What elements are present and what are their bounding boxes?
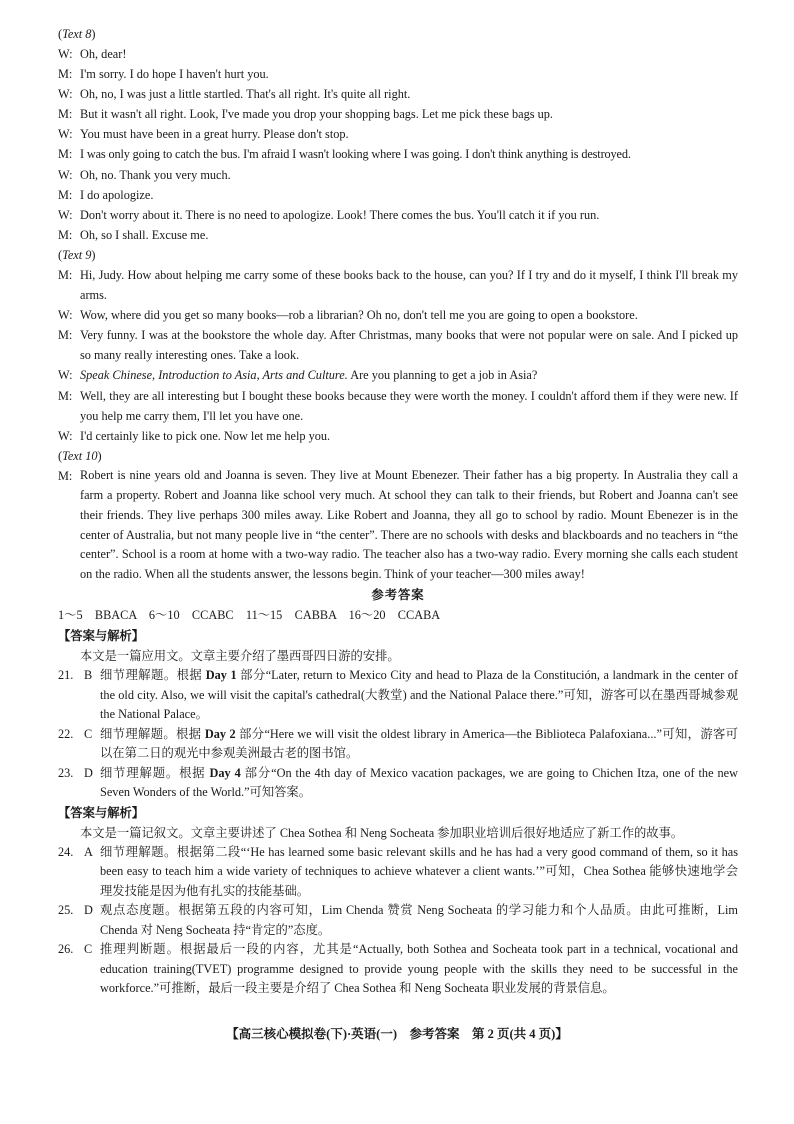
- section1-title: 【答案与解析】: [58, 629, 145, 644]
- dialogue-line: W: You must have been in a great hurry. Please don't stop.: [58, 127, 349, 142]
- dialogue-line: M: I'm sorry. I do hope I haven't hurt you.: [58, 67, 269, 82]
- explanation-item: 21. B 细节理解题。根据 Day 1 部分“Later, return to Mexico City and head to Plaza de la Constitución, a landmark in the center of the old city. Also, we will visit the capital's cathedral(大教堂) and the National Palace there.”可知，游客可以在墨西哥城参观 the National Palace。: [58, 668, 739, 722]
- page-content: [58, 24, 738, 999]
- text9-dialogue: [58, 265, 738, 446]
- section2-intro: 本文是一篇记叙文。文章主要讲述了 Chea Sothea 和 Neng Socheata 参加职业培训后很好地适应了新工作的故事。: [80, 825, 684, 840]
- text9-heading: (Text 9): [58, 247, 96, 262]
- section1-intro: 本文是一篇应用文。文章主要介绍了墨西哥四日游的安排。: [80, 649, 400, 664]
- dialogue-line: W: I'd certainly like to pick one. Now let me help you.: [58, 428, 331, 443]
- page-footer: 【高三核心模拟卷(下)·英语(一) 参考答案 第 2 页(共 4 页)】: [226, 1027, 568, 1041]
- book-titles: Speak Chinese, Introduction to Asia, Arts and Culture.: [80, 368, 348, 383]
- dialogue-line: W: Don't worry about it. There is no need to apologize. Look! There comes the bus. You'll catch it if you run.: [58, 207, 600, 222]
- dialogue-line: W: Oh, no. Thank you very much.: [58, 167, 231, 182]
- dialogue-line: W: Oh, dear!: [58, 47, 127, 61]
- dialogue-line: M: I was only going to catch the bus. I'm afraid I wasn't looking where I was going. I don't think anything is destroyed.: [58, 147, 631, 162]
- dialogue-line: M: Oh, so I shall. Excuse me.: [58, 227, 209, 242]
- explanation-item: 23. D 细节理解题。根据 Day 4 部分“On the 4th day of Mexico vacation packages, we are going to Chichen Itza, one of the new Seven Wonders of the World.”可知答案。: [58, 765, 738, 800]
- text10-heading: (Text 10): [58, 448, 102, 463]
- dialogue-line: M: But it wasn't all right. Look, I've made you drop your shopping bags. Let me pick these bags up.: [58, 107, 553, 122]
- text8-heading: (Text 8): [58, 27, 96, 41]
- explanation-item: 22. C 细节理解题。根据 Day 2 部分“Here we will visit the oldest library in America—the Biblioteca Palafoxiana...”可知，游客可以在第二日的观光中参观美洲最古老的图书馆。: [58, 726, 738, 761]
- explanation-item: 26. C 推理判断题。根据最后一段的内容，尤其是“Actually, both Sothea and Socheata took part in a technical, vocational and education training(TVET) programme designed to provide young people with the skills they need to be successful in the workforce.”可推断，最后一段主要是介绍了 Chea Sothea 和 Neng Socheata 职业发展的背景信息。: [58, 942, 738, 996]
- section2-title: 【答案与解析】: [58, 805, 145, 820]
- explanation-item: 25. D 观点态度题。根据第五段的内容可知，Lim Chenda 赞赏 Neng Socheata 的学习能力和个人品质。由此可推断，Lim Chenda 对 Neng Socheata 持“肯定的”态度。: [58, 903, 738, 937]
- dialogue-line: M: Hi, Judy. How about helping me carry some of these books back to the house, can you? If I try and do it myself, I think I'll break my arms.: [58, 267, 738, 303]
- dialogue-line: W: Wow, where did you get so many books—rob a librarian? Oh no, don't tell me you are going to open a bookstore.: [58, 308, 638, 323]
- dialogue-line: M: I do apologize.: [58, 187, 154, 202]
- dialogue-line: M: Very funny. I was at the bookstore the whole day. After Christmas, many books that were not popular were on sale. And I picked up so many really interesting ones. Take a look.: [58, 328, 738, 363]
- answer-key-line: 1～5 BBACA 6～10 CCABC 11～15 CABBA 16～20 CCABA: [58, 608, 441, 623]
- explanation-item: 24. A 细节理解题。根据第二段“‘He has learned some basic relevant skills and he has had a very good command of them, so it has been easy to teach him a wide variety of techniques to achieve whatever a client wants.’”可知，Chea Sothea 能够快速地学会理发技能是因为他有扎实的技能基础。: [58, 844, 738, 898]
- dialogue-line: M: Well, they are all interesting but I bought these books because they were worth the money. I couldn't afford them if they were new. If you help me carry them, I'll let you have one.: [58, 388, 738, 423]
- dialogue-line: W: Speak Chinese, Introduction to Asia, Arts and Culture. Are you planning to get a job in Asia?: [58, 368, 538, 383]
- text8-dialogue: [58, 44, 738, 245]
- answer-key-title: 参考答案: [371, 588, 425, 603]
- dialogue-line: W: Oh, no, I was just a little startled. That's all right. It's quite all right.: [58, 87, 411, 102]
- monologue: M: Robert is nine years old and Joanna is seven. They live at Mount Ebenezer. Their father has a big property. In Australia they call a farm a property. Robert and Joanna like school very much. At school they can talk to their friends, but Robert and Joanna can't see their friends. They live perhaps 300 miles away. Like Robert and Joanna, they all go to school by radio. Mount Ebenezer is in the center of Australia, but not many people live in “the center”. There are no schools with desks and blackboards and no teachers in “the center”. School is a room at home with a two-way radio. The teacher also has a two-way radio. Every morning she calls each student on the radio. When all the students answer, the lessons begin. Think of your teacher—300 miles away!: [58, 467, 738, 582]
